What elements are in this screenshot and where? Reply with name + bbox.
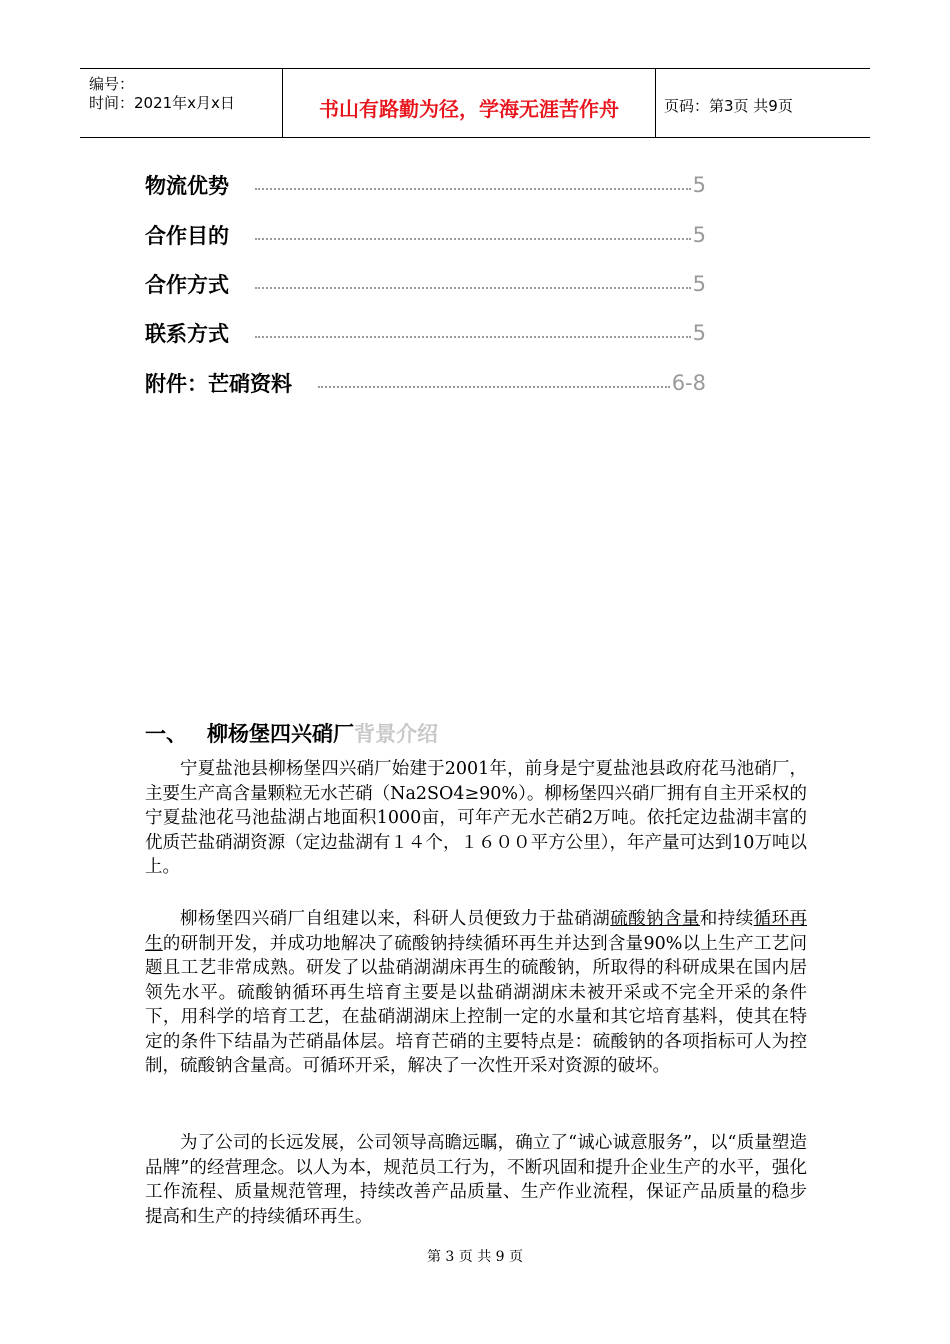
toc-entry-page: 5 — [692, 223, 706, 247]
toc-entry[interactable] — [145, 368, 706, 398]
underlined-term: 硫酸钠含量 — [610, 909, 700, 929]
paragraph-philosophy: 为了公司的长远发展，公司领导高瞻远瞩，确立了“诚心诚意服务”，以“质量塑造品牌”的经营理念。以人为本，规范员工行为，不断巩固和提升企业生产的水平，强化工作流程、质量规范管理，持续改善产品质量、生产作业流程，保证产品质量的稳步提高和生产的持续循环再生。 — [145, 1133, 807, 1227]
toc-entry-page: 5 — [692, 321, 706, 345]
page-footer: 第 3 页 共 9 页 — [426, 1249, 524, 1265]
toc-entry-title: 物流优势 — [145, 174, 229, 198]
toc-entry[interactable] — [145, 318, 706, 348]
toc-entry-title: 合作目的 — [145, 224, 229, 248]
paragraph-research — [145, 907, 807, 1079]
toc-leader-dots — [255, 287, 691, 289]
header-info-cell — [80, 69, 283, 137]
document-date-label: 时间：2021年x月x日 — [89, 94, 235, 112]
paragraph-text: 和持续 — [699, 909, 754, 929]
document-code-label: 编号： — [89, 75, 135, 93]
toc-leader-dots — [255, 238, 691, 240]
header-motto-cell — [283, 69, 656, 137]
section-title: 柳杨堡四兴硝厂 — [207, 722, 354, 746]
toc-leader-dots — [318, 386, 670, 388]
underlined-term: 循环再生 — [145, 909, 808, 954]
paragraph-text: 的研制开发，并成功地解决了硫酸钠持续循环再生并达到含量90%以上生产工艺问题且工艺非常成熟。研发了以盐硝湖湖床再生的硫酸钠，所取得的科研成果在国内居领先水平。硫酸钠循环再生培育主要是以盐硝湖湖床未被开采或不完全开采的条件下，用科学的培育工艺，在盐硝湖湖床上控制一定的水量和其它培育基料，使其在特定的条件下结晶为芒硝晶体层。培育芒硝的主要特点是：硫酸钠的各项指标可人为控制，硫酸钠含量高。可循环开采，解决了一次性开采对资源的破坏。 — [145, 933, 807, 1076]
toc-entry[interactable] — [145, 269, 706, 299]
toc-entry-title: 合作方式 — [145, 273, 229, 297]
toc-leader-dots — [255, 336, 691, 338]
header-motto: 书山有路勤为径，学海无涯苦作舟 — [319, 97, 619, 121]
toc-entry-title: 联系方式 — [145, 322, 229, 346]
toc-leader-dots — [255, 188, 691, 190]
header-page-cell — [656, 69, 870, 137]
header-page-number: 页码：第3页 共9页 — [664, 97, 793, 115]
section-title-faded: 背景介绍 — [354, 722, 438, 746]
paragraph-text: 柳杨堡四兴硝厂自组建以来，科研人员便致力于盐硝湖 — [180, 909, 611, 929]
toc-entry-page: 6-8 — [671, 371, 706, 395]
toc-entry[interactable] — [145, 170, 706, 200]
toc-entry-page: 5 — [692, 173, 706, 197]
page-header — [80, 68, 870, 138]
section-heading — [145, 718, 438, 748]
toc-entry-page: 5 — [692, 272, 706, 296]
paragraph-background: 宁夏盐池县柳杨堡四兴硝厂始建于2001年，前身是宁夏盐池县政府花马池硝厂，主要生产高含量颗粒无水芒硝（Na2SO4≥90%）。柳杨堡四兴硝厂拥有自主开采权的宁夏盐池花马池盐湖占地面积1000亩，可年产无水芒硝2万吨。依托定边盐湖丰富的优质芒盐硝湖资源（定边盐湖有１４个，１６００平方公里），年产量可达到10万吨以上。 — [145, 759, 807, 877]
section-number: 一、 — [145, 722, 187, 746]
toc-entry-title: 附件：芒硝资料 — [145, 372, 292, 396]
toc-entry[interactable] — [145, 220, 706, 250]
